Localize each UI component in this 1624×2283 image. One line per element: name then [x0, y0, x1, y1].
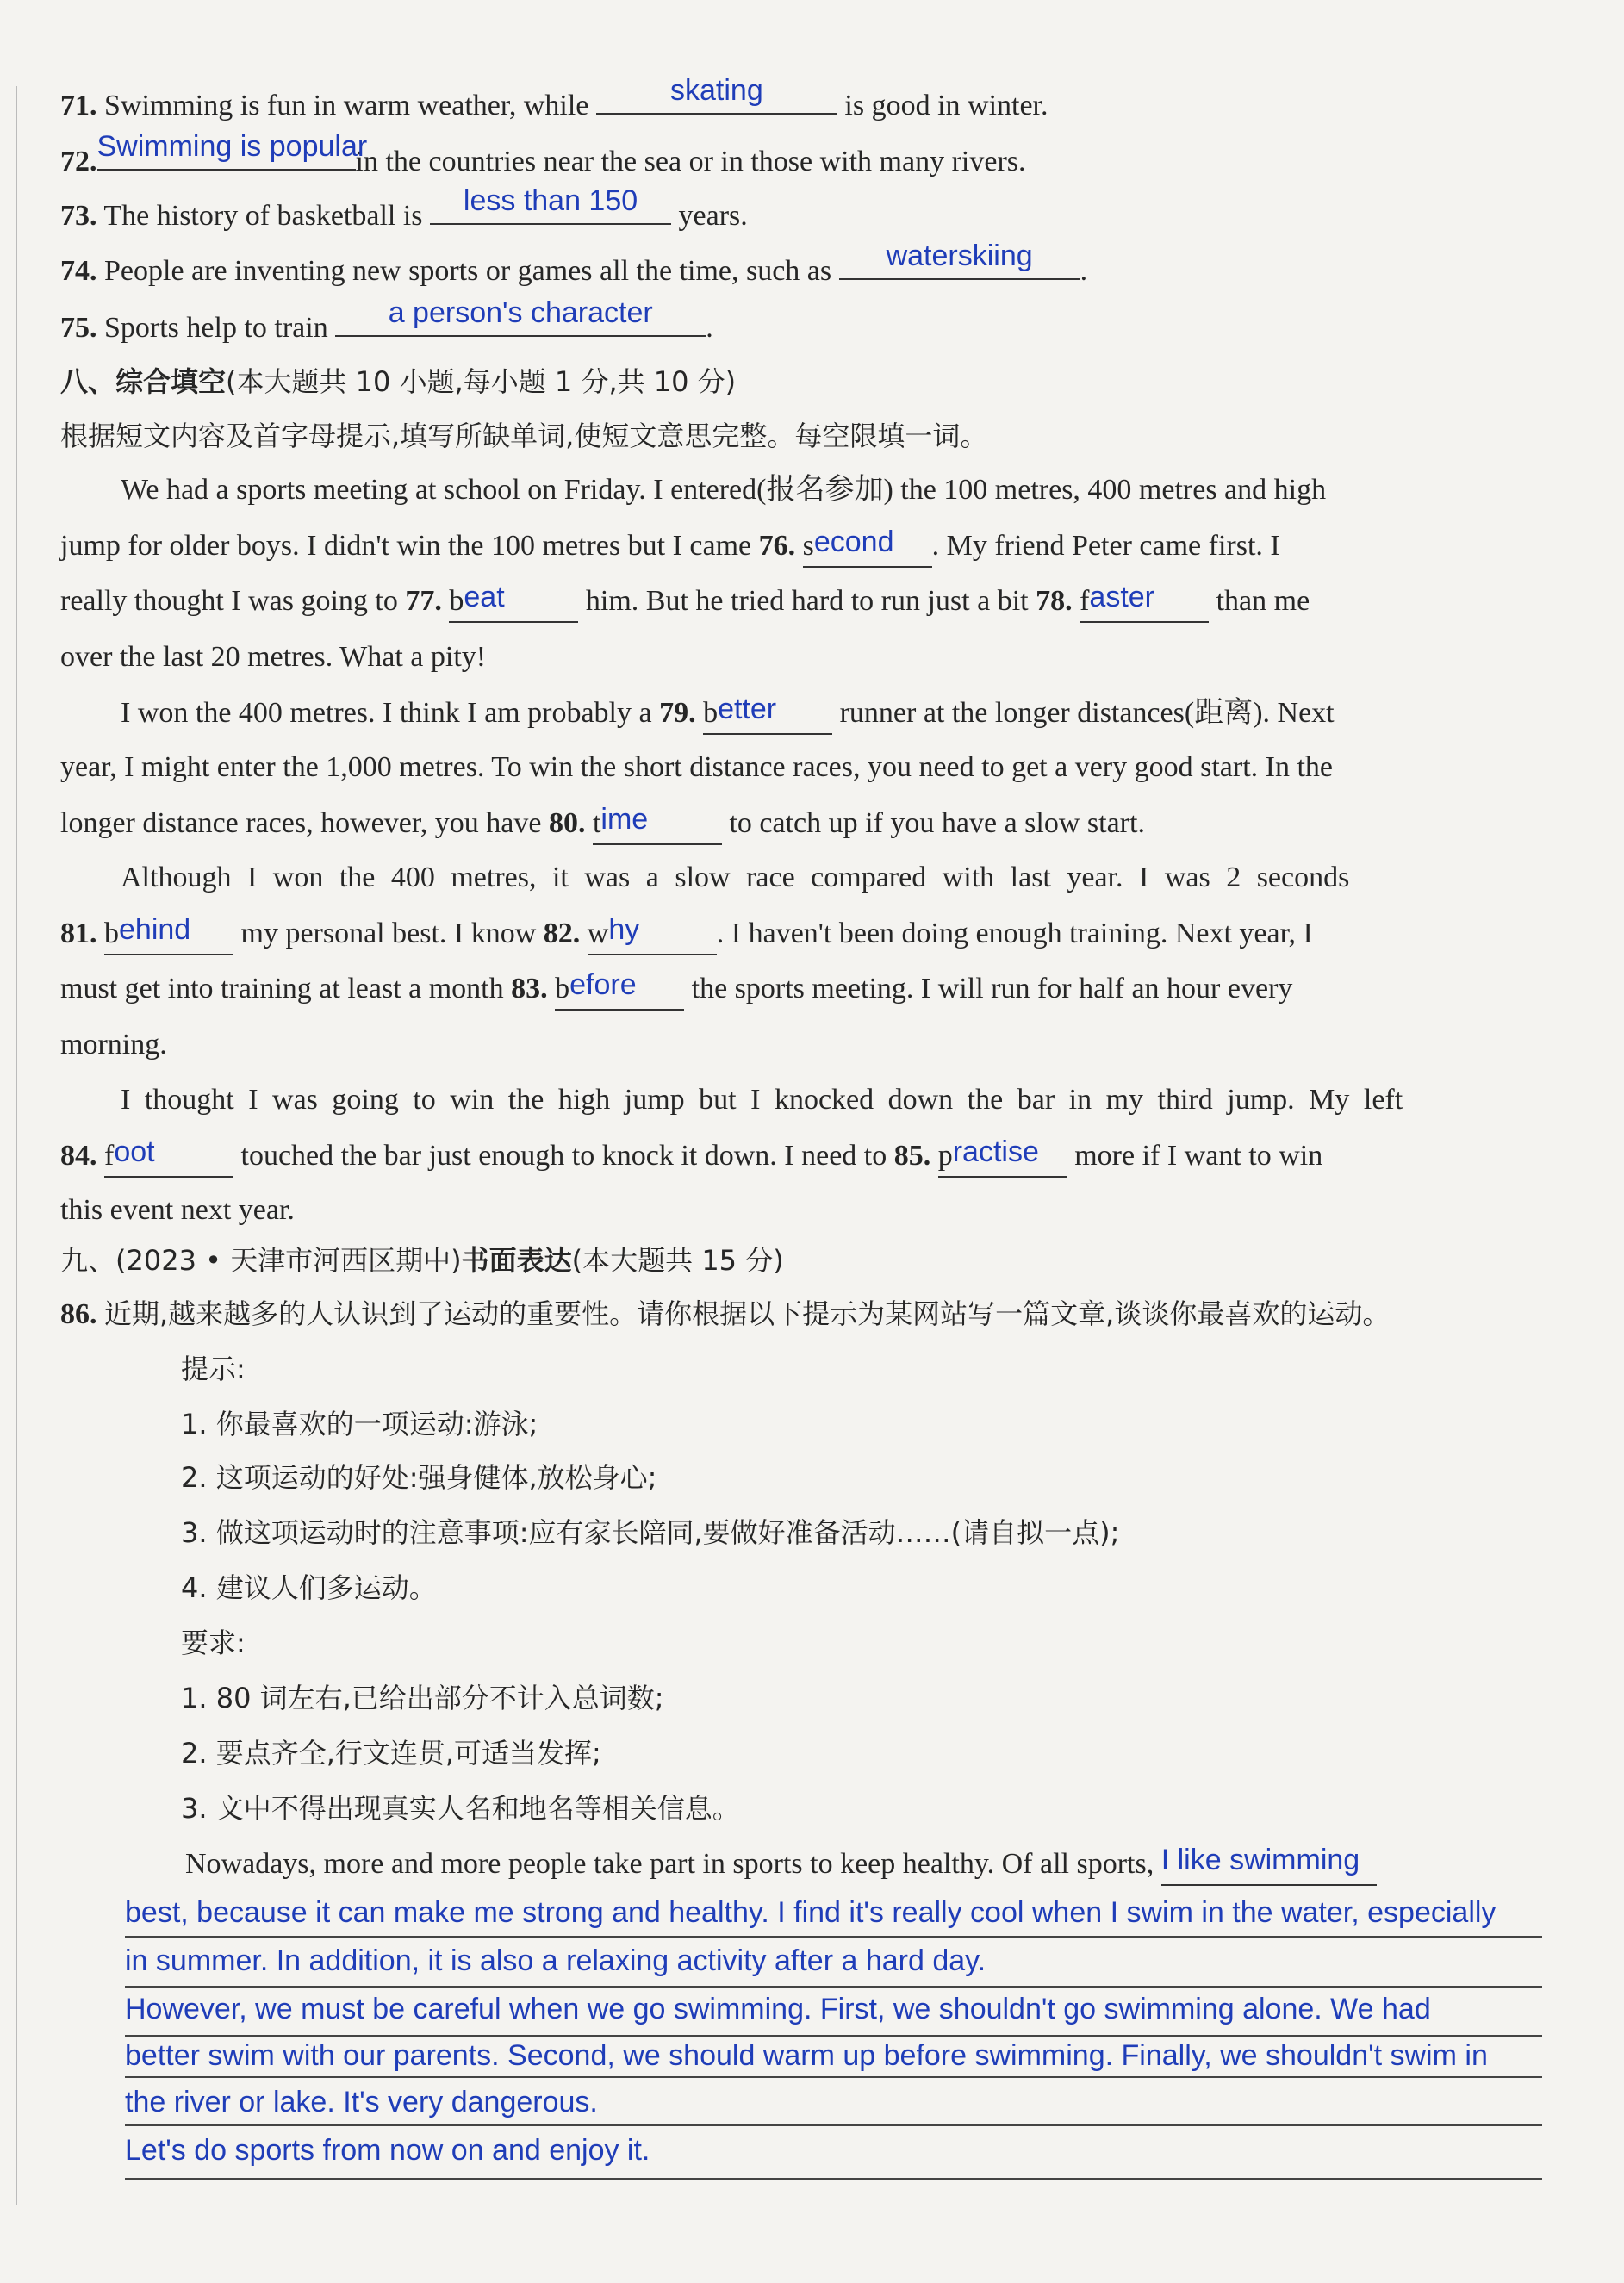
answer-blank-77[interactable]: beat — [449, 581, 578, 623]
section-8-instructions: 根据短文内容及首字母提示,填写所缺单词,使短文意思完整。每空限填一词。 — [60, 420, 988, 452]
question-73: 73. The history of basketball is less than 150 years. — [60, 184, 748, 232]
question-71: 71. Swimming is fun in warm weather, while skating is good in winter. — [60, 74, 1048, 121]
essay-rule-1 — [125, 1936, 1542, 1938]
passage-p3-line1: Although I won the 400 metres, it was a slow race compared with last year. I was 2 seconds — [121, 862, 1350, 893]
answer-blank-71[interactable]: skating — [596, 87, 837, 115]
essay-line-6[interactable]: Let's do sports from now on and enjoy it. — [125, 2134, 650, 2167]
requirement-2: 2. 要点齐全,行文连贯,可适当发挥; — [181, 1737, 601, 1770]
question-72: 72. Swimming is popular in the countries near the sea or in those with many rivers. — [60, 130, 1026, 177]
passage-p2-line1: I won the 400 metres. I think I am probably a 79. better runner at the longer distances(距离). Next — [121, 693, 1538, 735]
question-86-prompt: 86. 近期,越来越多的人认识到了运动的重要性。请你根据以下提示为某网站写一篇文章,谈谈你最喜欢的运动。 — [60, 1297, 1391, 1330]
question-74: 74. People are inventing new sports or games all the time, such as waterskiing . — [60, 239, 1088, 287]
essay-line-4[interactable]: better swim with our parents. Second, we should warm up before swimming. Finally, we shouldn't swim in — [125, 2039, 1488, 2072]
passage-p4-line3: this event next year. — [60, 1194, 295, 1226]
requirement-3: 3. 文中不得出现真实人名和地名等相关信息。 — [181, 1792, 740, 1825]
answer-blank-78[interactable]: faster — [1080, 581, 1209, 623]
essay-rule-4 — [125, 2076, 1542, 2078]
passage-p2-line2: year, I might enter the 1,000 metres. To win the short distance races, you need to get a very good start. In the — [60, 751, 1334, 783]
essay-line-3[interactable]: However, we must be careful when we go swimming. First, we shouldn't go swimming alone. We had — [125, 1993, 1431, 2025]
answer-blank-85[interactable]: practise — [938, 1135, 1067, 1178]
section-9-heading: 九、(2023 • 天津市河西区期中)书面表达(本大题共 15 分) — [60, 1244, 784, 1277]
essay-rule-5 — [125, 2124, 1542, 2126]
answer-blank-82[interactable]: why — [588, 913, 717, 955]
passage-p3-line4: morning. — [60, 1029, 167, 1061]
answer-blank-79[interactable]: better — [703, 693, 832, 735]
section-8-heading: 八、综合填空(本大题共 10 小题,每小题 1 分,共 10 分) — [60, 365, 737, 398]
requirements-title: 要求: — [181, 1627, 246, 1659]
answer-blank-83[interactable]: before — [555, 968, 684, 1011]
answer-blank-84[interactable]: foot — [104, 1135, 233, 1178]
answer-blank-81[interactable]: behind — [104, 913, 233, 955]
hint-title: 提示: — [181, 1353, 246, 1385]
hint-2: 2. 这项运动的好处:强身健体,放松身心; — [181, 1461, 657, 1494]
answer-blank-80[interactable]: time — [593, 803, 722, 845]
essay-rule-3 — [125, 2035, 1542, 2037]
left-margin-rule — [16, 86, 17, 2205]
passage-p3-line3: must get into training at least a month 83. before the sports meeting. I will run for half an hour every — [60, 968, 1538, 1011]
question-75: 75. Sports help to train a person's character . — [60, 296, 713, 344]
passage-p3-line2: 81. behind my personal best. I know 82. why . I haven't been doing enough training. Next year, I — [60, 913, 1538, 955]
passage-p4-line2: 84. foot touched the bar just enough to knock it down. I need to 85. practise more if I want to win — [60, 1135, 1538, 1178]
passage-p1-line2: jump for older boys. I didn't win the 100 metres but I came 76. second . My friend Peter came first. I — [60, 526, 1538, 568]
requirement-1: 1. 80 词左右,已给出部分不计入总词数; — [181, 1682, 664, 1714]
answer-blank-76[interactable]: second — [803, 526, 932, 568]
passage-p1-line1: We had a sports meeting at school on Friday. I entered(报名参加) the 100 metres, 400 metres and high — [121, 474, 1327, 506]
passage-p4-line1: I thought I was going to win the high jump but I knocked down the bar in my third jump. My left — [121, 1084, 1403, 1116]
answer-blank-73[interactable]: less than 150 — [430, 197, 671, 225]
essay-rule-2 — [125, 1986, 1542, 1988]
answer-blank-75[interactable]: a person's character — [335, 309, 706, 337]
essay-rule-6 — [125, 2178, 1542, 2180]
essay-opening-blank[interactable]: I like swimming — [1161, 1844, 1377, 1886]
hint-4: 4. 建议人们多运动。 — [181, 1571, 437, 1604]
passage-p1-line4: over the last 20 metres. What a pity! — [60, 641, 487, 673]
answer-blank-74[interactable]: waterskiing — [839, 252, 1080, 280]
hint-1: 1. 你最喜欢的一项运动:游泳; — [181, 1408, 538, 1440]
passage-p2-line3: longer distance races, however, you have 80. time to catch up if you have a slow start. — [60, 803, 1538, 845]
hint-3: 3. 做这项运动时的注意事项:应有家长陪同,要做好准备活动……(请自拟一点); — [181, 1516, 1120, 1549]
essay-line-5[interactable]: the river or lake. It's very dangerous. — [125, 2086, 598, 2118]
essay-line-1[interactable]: best, because it can make me strong and healthy. I find it's really cool when I swim in the water, especially — [125, 1896, 1496, 1929]
answer-blank-72[interactable]: Swimming is popular — [97, 143, 356, 171]
essay-line-2[interactable]: in summer. In addition, it is also a relaxing activity after a hard day. — [125, 1944, 986, 1977]
passage-p1-line3: really thought I was going to 77. beat him. But he tried hard to run just a bit 78. faster than me — [60, 581, 1538, 623]
essay-opening: Nowadays, more and more people take part in sports to keep healthy. Of all sports, I like swimming — [185, 1844, 1538, 1886]
